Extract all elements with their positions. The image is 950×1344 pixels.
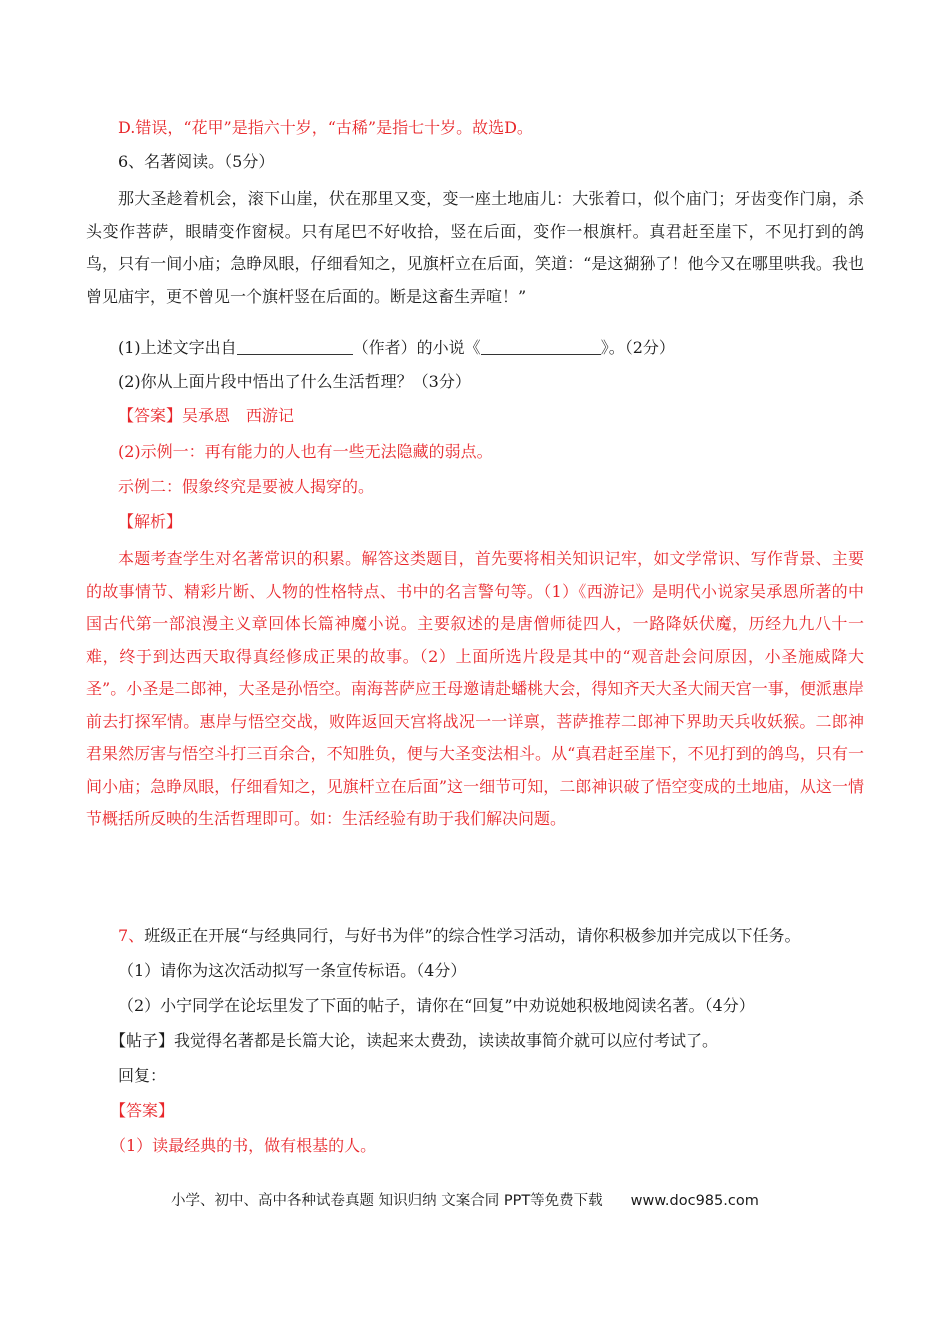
q6-sub1-suffix: 》。（2分）: [600, 338, 675, 357]
q7-post: [110, 1031, 718, 1051]
q5-option-d: D.错误，“花甲”是指六十岁，“古稀”是指七十岁。故选D。: [118, 118, 533, 137]
q6-answer1: 吴承恩 西游记: [182, 406, 295, 425]
q7-answer1: （1）读最经典的书，做有根基的人。: [110, 1136, 377, 1155]
post-text: 我觉得名著都是长篇大论，读起来太费劲，读读故事简介就可以应付考试了。: [174, 1031, 719, 1050]
q7-heading: [118, 926, 801, 946]
q6-answer3: 示例二：假象终究是要被人揭穿的。: [118, 477, 375, 496]
q6-analysis: 本题考查学生对名著常识的积累。解答这类题目，首先要将相关知识记牢，如文学常识、写作背景、主要的故事情节、精彩片断、人物的性格特点、书中的名言警句等。（1）《西游记》是明代小说家吴承恩所著的中国古代第一部浪漫主义章回体长篇神魔小说。主要叙述的是唐僧师徒四人，一路降妖伏魔，历经九九八十一难，终于到达西天取得真经修成正果的故事。（2）上面所选片段是其中的“观音赴会问原因，小圣施威降大圣”。小圣是二郎神，大圣是孙悟空。南海菩萨应王母邀请赴蟠桃大会，得知齐天大圣大闹天宫一事，便派惠岸前去打探军情。惠岸与悟空交战，败阵返回天宫将战况一一详禀，菩萨推荐二郎神下界助天兵收妖猴。二郎神君果然厉害与悟空斗打三百余合，不知胜负，便与大圣变法相斗。从“真君赶至崖下，不见打到的鸽鸟，只有一间小庙；急睁凤眼，仔细看知之，见旗杆立在后面”这一细节可知，二郎神识破了悟空变成的土地庙，从这一情节概括所反映的生活哲理即可。如：生活经验有助于我们解决问题。: [86, 549, 864, 828]
analysis-tag: 【解析】: [118, 512, 183, 531]
q6-answer2: (2)示例一：再有能力的人也有一些无法隐藏的弱点。: [118, 442, 493, 461]
q7-sub2: （2）小宁同学在论坛里发了下面的帖子，请你在“回复”中劝说她积极地阅读名著。（4分）: [118, 996, 755, 1015]
title-blank[interactable]: [481, 338, 601, 355]
reply-label: 回复：: [118, 1066, 167, 1085]
q7-heading-text: 班级正在开展“与经典同行，与好书为伴”的综合性学习活动，请你积极参加并完成以下任务。: [144, 926, 801, 945]
q6-heading: 6、名著阅读。（5分）: [118, 152, 275, 171]
q7-number: 7、: [118, 926, 145, 945]
q6-sub1-middle: （作者）的小说《: [352, 338, 481, 357]
q7-sub1: （1）请你为这次活动拟写一条宣传标语。（4分）: [118, 961, 467, 980]
q6-answer-line: [118, 406, 294, 426]
q6-sub2: (2)你从上面片段中悟出了什么生活哲理？（3分）: [118, 372, 471, 391]
answer-tag: 【答案】: [118, 406, 183, 425]
q7-answer-tag: 【答案】: [110, 1101, 175, 1120]
q6-sub1-prefix: (1)上述文字出自: [118, 338, 237, 357]
footer: [171, 1191, 759, 1211]
footer-text: 小学、初中、高中各种试卷真题 知识归纳 文案合同 PPT等免费下载: [171, 1193, 603, 1209]
author-blank[interactable]: [237, 338, 353, 355]
post-tag: 【帖子】: [110, 1031, 175, 1050]
footer-url[interactable]: www.doc985.com: [630, 1193, 759, 1209]
q6-sub1: [118, 338, 675, 358]
q6-passage: 那大圣趁着机会，滚下山崖，伏在那里又变，变一座土地庙儿：大张着口，似个庙门；牙齿变作门扇，杀头变作菩萨，眼睛变作窗棂。只有尾巴不好收拾，竖在后面，变作一根旗杆。真君赶至崖下，不见打到的鸽鸟，只有一间小庙；急睁凤眼，仔细看知之，见旗杆立在后面，笑道：“是这猢狲了！他今又在哪里哄我。我也曾见庙宇，更不曾见一个旗杆竖在后面的。断是这畜生弄喧！”: [86, 189, 864, 306]
